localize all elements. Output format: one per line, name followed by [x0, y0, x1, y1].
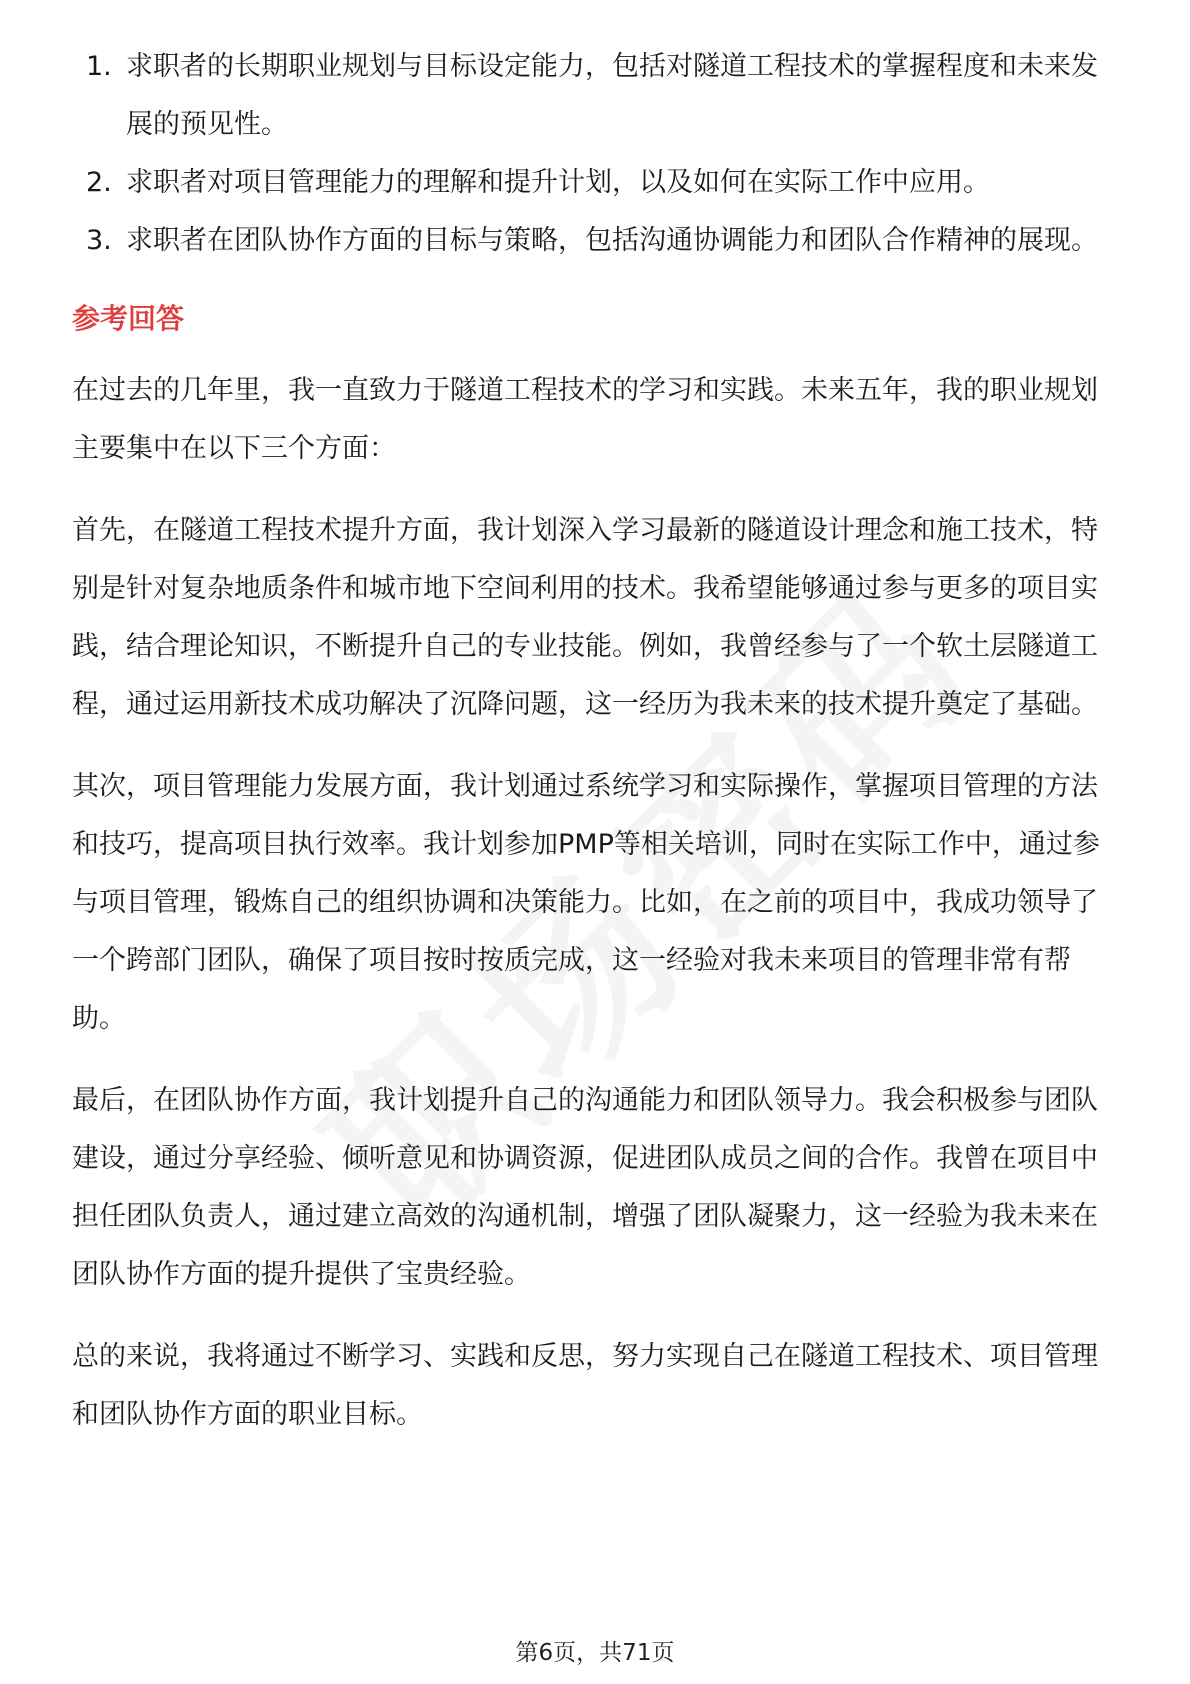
question-number: 2. [86, 167, 112, 198]
question-text: 求职者在团队协作方面的目标与策略，包括沟通协调能力和团队合作精神的展现。 [126, 225, 1098, 256]
question-text: 求职者的长期职业规划与目标设定能力，包括对隧道工程技术的掌握程度和未来发展的预见性。 [126, 51, 1098, 140]
answer-paragraph: 在过去的几年里，我一直致力于隧道工程技术的学习和实践。未来五年，我的职业规划主要集中在以下三个方面： [72, 375, 1098, 464]
question-item [72, 38, 1122, 154]
question-text: 求职者对项目管理能力的理解和提升计划，以及如何在实际工作中应用。 [126, 167, 990, 198]
question-number: 3. [86, 225, 112, 256]
answer-paragraph: 最后，在团队协作方面，我计划提升自己的沟通能力和团队领导力。我会积极参与团队建设，通过分享经验、倾听意见和协调资源，促进团队成员之间的合作。我曾在项目中担任团队负责人，通过建立高效的沟通机制，增强了团队凝聚力，这一经验为我未来在团队协作方面的提升提供了宝贵经验。 [72, 1085, 1098, 1290]
answer-paragraph: 其次，项目管理能力发展方面，我计划通过系统学习和实际操作，掌握项目管理的方法和技巧，提高项目执行效率。我计划参加PMP等相关培训，同时在实际工作中，通过参与项目管理，锻炼自己的组织协调和决策能力。比如，在之前的项目中，我成功领导了一个跨部门团队，确保了项目按时按质完成，这一经验对我未来项目的管理非常有帮助。 [72, 771, 1100, 1034]
answer-paragraph: 总的来说，我将通过不断学习、实践和反思，努力实现自己在隧道工程技术、项目管理和团队协作方面的职业目标。 [72, 1341, 1098, 1430]
question-item [72, 212, 1122, 270]
question-number: 1. [86, 51, 112, 82]
question-list [72, 38, 1122, 270]
question-item [72, 154, 1122, 212]
answer-heading: 参考回答 [72, 302, 185, 335]
document-body [72, 38, 1122, 1444]
answer-paragraph: 首先，在隧道工程技术提升方面，我计划深入学习最新的隧道设计理念和施工技术，特别是针对复杂地质条件和城市地下空间利用的技术。我希望能够通过参与更多的项目实践，结合理论知识，不断提升自己的专业技能。例如，我曾经参与了一个软土层隧道工程，通过运用新技术成功解决了沉降问题，这一经历为我未来的技术提升奠定了基础。 [72, 515, 1098, 720]
page-number: 第6页，共71页 [515, 1640, 675, 1666]
